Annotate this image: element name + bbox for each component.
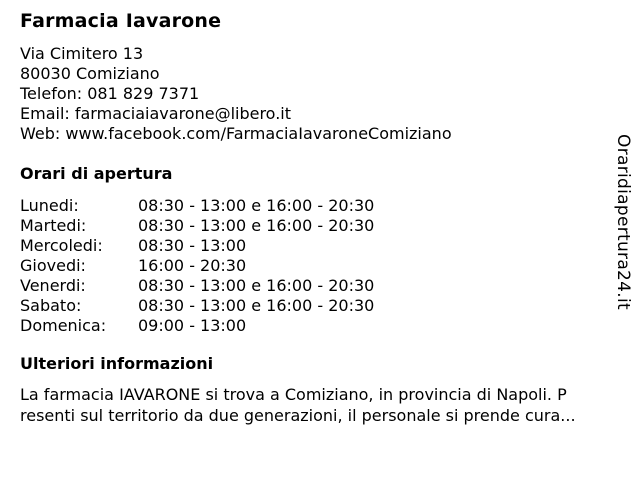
day-label: Mercoledi: — [20, 236, 103, 255]
contact-info — [20, 44, 452, 144]
hours-row-saturday — [20, 296, 374, 316]
day-label: Venerdi: — [20, 276, 86, 295]
opening-hours-table — [20, 196, 374, 336]
time-value: 08:30 - 13:00 e 16:00 - 20:30 — [138, 276, 375, 295]
time-value: 08:30 - 13:00 e 16:00 - 20:30 — [138, 216, 375, 235]
email-address: Email: farmaciaiavarone@libero.it — [20, 104, 291, 123]
day-label: Martedi: — [20, 216, 87, 235]
site-watermark: Oraridiapertura24.it — [613, 134, 633, 310]
description-line: resenti sul territorio da due generazioni, il personale si prende cura... — [20, 406, 576, 425]
hours-row-friday — [20, 276, 374, 296]
time-value: 08:30 - 13:00 e 16:00 - 20:30 — [138, 296, 375, 315]
hours-row-wednesday — [20, 236, 374, 256]
page-title: Farmacia Iavarone — [20, 10, 222, 32]
time-value: 16:00 - 20:30 — [138, 256, 247, 275]
address-street: Via Cimitero 13 — [20, 44, 144, 63]
hours-row-monday — [20, 196, 374, 216]
description-text — [20, 384, 632, 426]
day-label: Domenica: — [20, 316, 107, 335]
time-value: 09:00 - 13:00 — [138, 316, 247, 335]
hours-row-sunday — [20, 316, 374, 336]
hours-row-tuesday — [20, 216, 374, 236]
day-label: Sabato: — [20, 296, 82, 315]
more-info-heading: Ulteriori informazioni — [20, 354, 214, 373]
day-label: Lunedi: — [20, 196, 79, 215]
description-line: La farmacia IAVARONE si trova a Comiziano, in provincia di Napoli. P — [20, 385, 567, 404]
time-value: 08:30 - 13:00 e 16:00 - 20:30 — [138, 196, 375, 215]
day-label: Giovedi: — [20, 256, 86, 275]
hours-row-thursday — [20, 256, 374, 276]
address-city: 80030 Comiziano — [20, 64, 160, 83]
website-link: Web: www.facebook.com/FarmaciaIavaroneComiziano — [20, 124, 452, 143]
time-value: 08:30 - 13:00 — [138, 236, 247, 255]
opening-hours-heading: Orari di apertura — [20, 164, 173, 183]
phone-number: Telefon: 081 829 7371 — [20, 84, 200, 103]
